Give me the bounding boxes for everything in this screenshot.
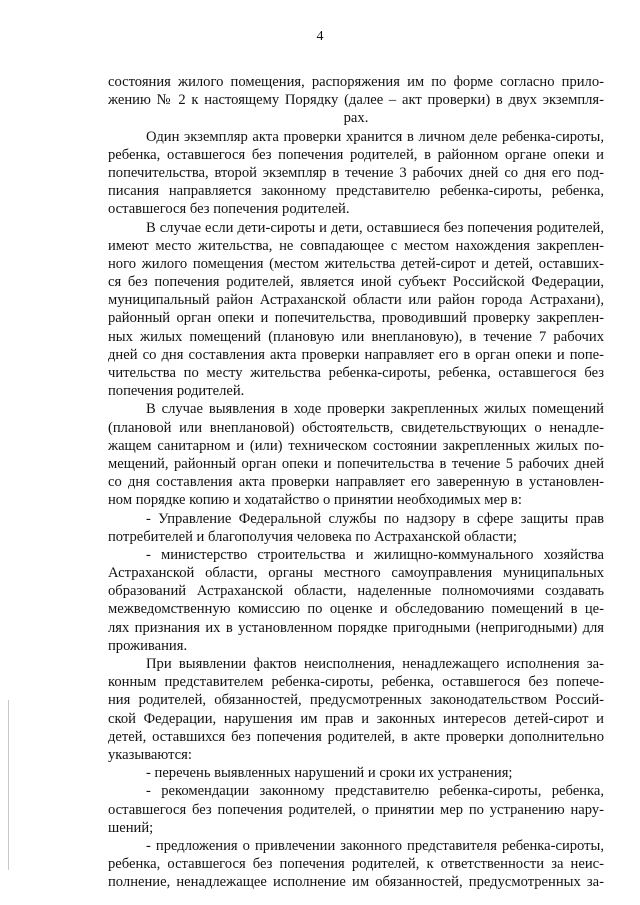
- document-body: [108, 73, 604, 891]
- text-line: (плановой или внеплановой) обстоятельств, свидетельствующих о ненадле-: [108, 419, 604, 436]
- text-line: жению № 2 к настоящему Порядку (далее – акт проверки) в двух экземпля-: [108, 92, 604, 109]
- text-line: ребенка, оставшегося без попечения родителей, к ответственности за неис-: [108, 856, 604, 873]
- scan-margin-mark: [8, 700, 9, 870]
- text-line: районный орган опеки и попечительства, проводивший проверку закреплен-: [108, 310, 604, 327]
- text-line: В случае выявления в ходе проверки закрепленных жилых помещений: [146, 401, 604, 418]
- text-line: детей, оставшихся без попечения родителей, в акте проверки дополнительно: [108, 728, 604, 745]
- page-number: 4: [316, 29, 324, 44]
- text-line: - перечень выявленных нарушений и сроки их устранения;: [146, 765, 513, 782]
- text-line: - предложения о привлечении законного представителя ребенка-сироты,: [146, 837, 604, 854]
- text-line: - рекомендации законному представителю ребенка-сироты, ребенка,: [146, 783, 604, 800]
- text-line: чительства по месту жительства ребенка-сироты, ребенка, оставшегося без: [108, 365, 604, 381]
- text-line: ния родителей, обязанностей, предусмотренных законодательством Россий-: [108, 692, 604, 709]
- text-line: состояния жилого помещения, распоряжения им по форме согласно прило-: [108, 74, 604, 90]
- text-line: образований Астраханской области, наделенные полномочиями создавать: [108, 583, 604, 600]
- text-line: шений;: [108, 819, 154, 836]
- text-line: мещений, районный орган опеки и попечительства в течение 5 рабочих дней: [108, 455, 604, 472]
- text-line: - Управление Федеральной службы по надзору в сфере защиты прав: [146, 510, 604, 527]
- text-line: При выявлении фактов неисполнения, ненадлежащего исполнения за-: [146, 656, 604, 672]
- text-line: - министерство строительства и жилищно-коммунального хозяйства: [146, 546, 604, 563]
- text-line: лях признания их в установленном порядке пригодными (непригодными) для: [108, 619, 604, 636]
- text-line: конным представителем ребенка-сироты, ребенка, оставшегося без попече-: [108, 674, 604, 691]
- text-line: межведомственную комиссию по оценке и обследованию помещений в це-: [108, 601, 604, 618]
- text-line: оставшегося без попечения родителей, о принятии мер по устранению нару-: [108, 801, 604, 818]
- text-line: муниципальный район Астраханской области или район города Астрахани),: [108, 292, 604, 309]
- text-line: писания направляется законному представителю ребенка-сироты, ребенка,: [108, 183, 604, 200]
- text-line: жащем санитарном и (или) техническом состоянии закрепленных жилых по-: [108, 437, 604, 454]
- text-line: попечения родителей.: [108, 383, 245, 400]
- text-line: ном порядке копию и ходатайство о принятии необходимых мер в:: [108, 492, 522, 509]
- text-line: Один экземпляр акта проверки хранится в личном деле ребенка-сироты,: [146, 128, 604, 145]
- text-line: потребителей и благополучия человека по Астраханской области;: [108, 528, 517, 545]
- text-line: ных жилых помещений (плановую или внеплановую), в течение 7 рабочих: [108, 328, 604, 345]
- text-line: проживания.: [108, 637, 188, 654]
- text-line: ребенка, оставшегося без попечения родителей, в районном органе опеки и: [108, 146, 604, 163]
- text-line: ся без попечения родителей, является иной субъект Российской Федерации,: [108, 274, 604, 291]
- text-line: рах.: [343, 110, 369, 127]
- text-line: В случае если дети-сироты и дети, оставшиеся без попечения родителей,: [146, 219, 604, 236]
- text-line: со дня составления акта проверки направляет его заверенную в установлен-: [108, 474, 604, 491]
- text-line: ного жилого помещения (местом жительства детей-сирот и детей, оставших-: [108, 255, 604, 272]
- text-line: указываются:: [108, 746, 192, 763]
- text-line: имеют место жительства, не совпадающее с местом нахождения закреплен-: [108, 237, 604, 254]
- text-line: попечительства, второй экземпляр в течение 3 рабочих дней со дня его под-: [108, 164, 604, 181]
- text-line: дней со дня составления акта проверки направляет его в орган опеки и попе-: [108, 346, 604, 363]
- text-line: полнение, ненадлежащее исполнение им обязанностей, предусмотренных за-: [108, 874, 604, 891]
- text-line: Астраханской области, органы местного самоуправления муниципальных: [108, 565, 604, 582]
- text-line: ской Федерации, нарушения им прав и законных интересов детей-сирот и: [108, 710, 604, 727]
- text-line: оставшегося без попечения родителей.: [108, 201, 350, 218]
